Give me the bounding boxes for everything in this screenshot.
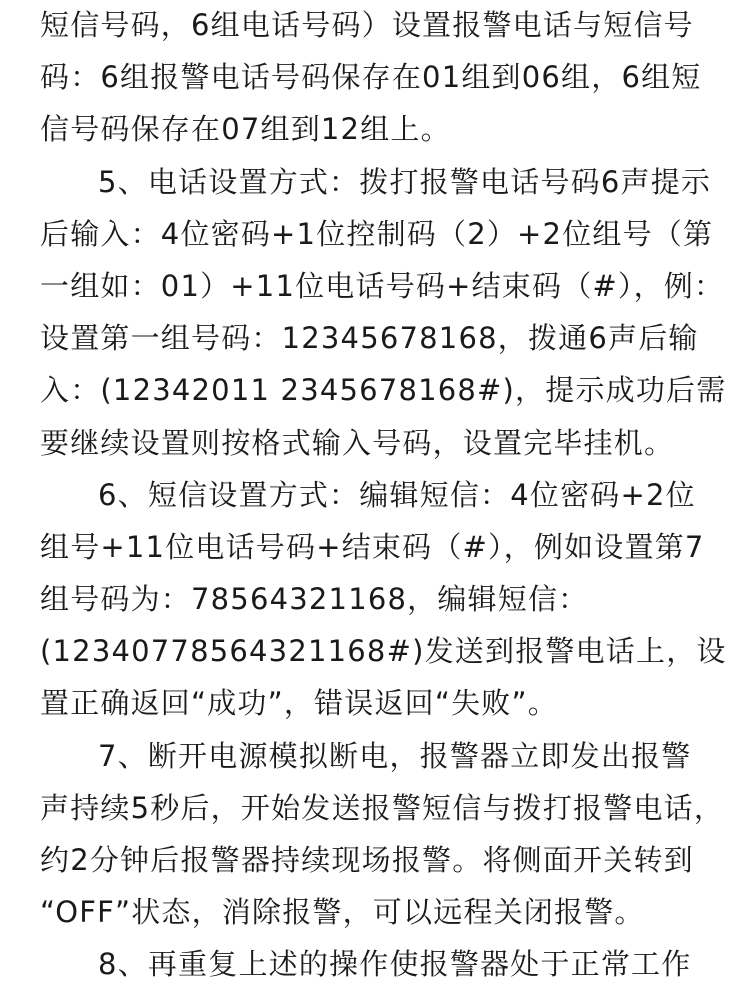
text-line: 入：(12342011 2345678168#)，提示成功后需 [40,373,727,408]
text-line: 声持续5秒后，开始发送报警短信与拨打报警电话， [40,790,725,825]
text-line: 置正确返回“成功”，错误返回“失败”。 [40,686,558,721]
text-line: 后输入：4位密码+1位控制码（2）+2位组号（第 [40,216,714,251]
text-line: “OFF”状态，消除报警，可以远程关闭报警。 [40,895,645,930]
text-line: 要继续设置则按格式输入号码，设置完毕挂机。 [40,425,675,460]
text-line: 设置第一组号码：12345678168，拨通6声后输 [40,321,699,356]
paragraph-5-start: 5、电话设置方式：拨打报警电话号码6声提示 [98,164,712,199]
text-line: 码：6组报警电话号码保存在01组到06组，6组短 [40,60,702,95]
paragraph-8-start: 8、再重复上述的操作使报警器处于正常工作 [98,947,692,982]
paragraph-7-start: 7、断开电源模拟断电，报警器立即发出报警 [98,738,692,773]
text-line: 一组如：01）+11位电话号码+结束码（#），例： [40,268,725,303]
text-line: 约2分钟后报警器持续现场报警。将侧面开关转到 [40,843,694,877]
document-text [40,0,727,991]
text-line: 短信号码，6组电话号码）设置报警电话与短信号 [40,8,694,42]
text-line: 组号码为：78564321168，编辑短信： [40,582,589,617]
text-line: 组号+11位电话号码+结束码（#），例如设置第7 [40,529,705,564]
paragraph-6-start: 6、短信设置方式：编辑短信：4位密码+2位 [98,477,696,512]
text-line: 信号码保存在07组到12组上。 [40,112,451,147]
text-line: (12340778564321168#)发送到报警电话上，设 [40,634,727,669]
